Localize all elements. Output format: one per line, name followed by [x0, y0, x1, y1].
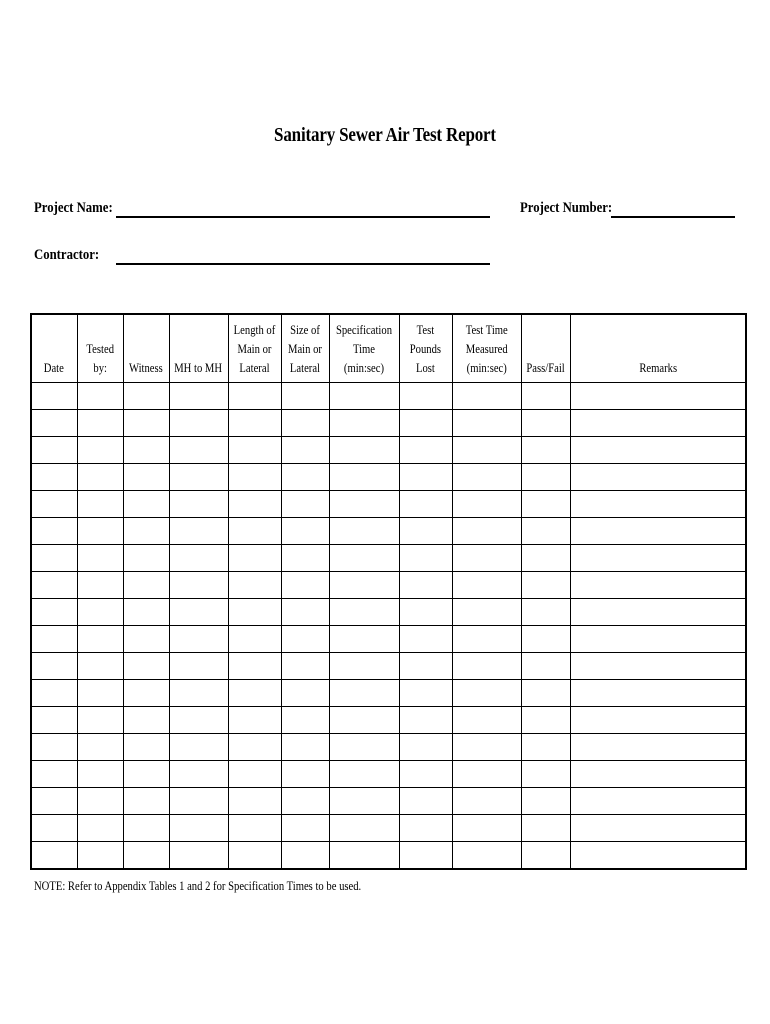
table-cell-mh-to-mh[interactable]	[169, 410, 228, 437]
table-cell-pass-fail[interactable]	[521, 626, 570, 653]
table-cell-length-of-main-or-lateral[interactable]	[228, 680, 281, 707]
table-cell-tested-by[interactable]	[77, 545, 123, 572]
table-cell-test-pounds-lost[interactable]	[399, 761, 452, 788]
table-row	[31, 437, 746, 464]
table-cell-tested-by[interactable]	[77, 518, 123, 545]
table-cell-test-time-measured[interactable]	[452, 410, 521, 437]
contractor-field[interactable]	[116, 263, 490, 265]
table-cell-test-pounds-lost[interactable]	[399, 626, 452, 653]
table-cell-size-of-main-or-lateral[interactable]	[281, 464, 329, 491]
table-cell-length-of-main-or-lateral[interactable]	[228, 572, 281, 599]
table-cell-test-pounds-lost[interactable]	[399, 545, 452, 572]
column-header-date	[31, 314, 77, 383]
table-cell-specification-time[interactable]	[329, 815, 399, 842]
table-cell-length-of-main-or-lateral[interactable]	[228, 734, 281, 761]
column-header-remarks	[570, 314, 746, 383]
table-cell-remarks[interactable]	[570, 788, 746, 815]
table-cell-remarks[interactable]	[570, 464, 746, 491]
table-row	[31, 410, 746, 437]
table-cell-test-pounds-lost[interactable]	[399, 464, 452, 491]
table-row	[31, 788, 746, 815]
table-cell-remarks[interactable]	[570, 437, 746, 464]
table-cell-specification-time[interactable]	[329, 572, 399, 599]
table-cell-length-of-main-or-lateral[interactable]	[228, 491, 281, 518]
table-cell-size-of-main-or-lateral[interactable]	[281, 545, 329, 572]
column-header-label: Tested by:	[86, 342, 114, 375]
table-cell-witness[interactable]	[123, 491, 169, 518]
column-header-pass-fail	[521, 314, 570, 383]
form-title: Sanitary Sewer Air Test Report	[274, 124, 496, 146]
table-cell-test-time-measured[interactable]	[452, 599, 521, 626]
table-cell-remarks[interactable]	[570, 653, 746, 680]
table-cell-size-of-main-or-lateral[interactable]	[281, 680, 329, 707]
table-cell-mh-to-mh[interactable]	[169, 680, 228, 707]
column-header-label: Test Time Measured (min:sec)	[465, 323, 508, 375]
table-cell-specification-time[interactable]	[329, 518, 399, 545]
table-cell-length-of-main-or-lateral[interactable]	[228, 842, 281, 870]
table-cell-tested-by[interactable]	[77, 707, 123, 734]
table-cell-remarks[interactable]	[570, 680, 746, 707]
table-cell-remarks[interactable]	[570, 815, 746, 842]
project-name-label: Project Name:	[34, 200, 113, 216]
table-cell-date[interactable]	[31, 491, 77, 518]
table-cell-test-pounds-lost[interactable]	[399, 788, 452, 815]
table-cell-test-pounds-lost[interactable]	[399, 842, 452, 870]
table-cell-test-time-measured[interactable]	[452, 572, 521, 599]
table-cell-date[interactable]	[31, 599, 77, 626]
table-cell-specification-time[interactable]	[329, 761, 399, 788]
table-cell-remarks[interactable]	[570, 572, 746, 599]
table-cell-test-time-measured[interactable]	[452, 383, 521, 410]
table-cell-specification-time[interactable]	[329, 464, 399, 491]
table-cell-test-pounds-lost[interactable]	[399, 410, 452, 437]
table-cell-tested-by[interactable]	[77, 680, 123, 707]
table-cell-test-pounds-lost[interactable]	[399, 680, 452, 707]
table-cell-test-time-measured[interactable]	[452, 491, 521, 518]
table-cell-test-pounds-lost[interactable]	[399, 707, 452, 734]
table-cell-remarks[interactable]	[570, 626, 746, 653]
table-cell-size-of-main-or-lateral[interactable]	[281, 761, 329, 788]
table-cell-date[interactable]	[31, 626, 77, 653]
table-cell-pass-fail[interactable]	[521, 707, 570, 734]
table-cell-size-of-main-or-lateral[interactable]	[281, 518, 329, 545]
table-cell-tested-by[interactable]	[77, 842, 123, 870]
table-cell-test-pounds-lost[interactable]	[399, 734, 452, 761]
table-cell-mh-to-mh[interactable]	[169, 815, 228, 842]
column-header-label: Test Pounds Lost	[409, 323, 442, 375]
table-cell-test-pounds-lost[interactable]	[399, 653, 452, 680]
table-cell-test-pounds-lost[interactable]	[399, 599, 452, 626]
table-cell-date[interactable]	[31, 842, 77, 870]
table-header-row	[31, 314, 746, 383]
table-row	[31, 518, 746, 545]
table-cell-length-of-main-or-lateral[interactable]	[228, 464, 281, 491]
table-cell-test-time-measured[interactable]	[452, 518, 521, 545]
table-cell-size-of-main-or-lateral[interactable]	[281, 383, 329, 410]
table-cell-mh-to-mh[interactable]	[169, 653, 228, 680]
table-cell-mh-to-mh[interactable]	[169, 437, 228, 464]
column-header-label: MH to MH	[174, 361, 223, 375]
table-cell-date[interactable]	[31, 383, 77, 410]
table-cell-length-of-main-or-lateral[interactable]	[228, 761, 281, 788]
table-cell-mh-to-mh[interactable]	[169, 707, 228, 734]
table-cell-tested-by[interactable]	[77, 491, 123, 518]
table-cell-specification-time[interactable]	[329, 491, 399, 518]
table-cell-mh-to-mh[interactable]	[169, 788, 228, 815]
column-header-tested-by	[77, 314, 123, 383]
table-cell-specification-time[interactable]	[329, 383, 399, 410]
table-cell-tested-by[interactable]	[77, 815, 123, 842]
table-cell-witness[interactable]	[123, 626, 169, 653]
table-cell-tested-by[interactable]	[77, 788, 123, 815]
table-cell-test-time-measured[interactable]	[452, 545, 521, 572]
table-cell-length-of-main-or-lateral[interactable]	[228, 707, 281, 734]
table-cell-specification-time[interactable]	[329, 545, 399, 572]
table-cell-mh-to-mh[interactable]	[169, 464, 228, 491]
table-cell-test-time-measured[interactable]	[452, 626, 521, 653]
table-cell-length-of-main-or-lateral[interactable]	[228, 815, 281, 842]
table-cell-length-of-main-or-lateral[interactable]	[228, 599, 281, 626]
table-cell-date[interactable]	[31, 437, 77, 464]
table-cell-size-of-main-or-lateral[interactable]	[281, 707, 329, 734]
table-cell-mh-to-mh[interactable]	[169, 599, 228, 626]
table-cell-size-of-main-or-lateral[interactable]	[281, 437, 329, 464]
column-header-label: Date	[44, 361, 65, 375]
air-test-log-table	[30, 313, 747, 870]
column-header-label: Remarks	[638, 361, 677, 375]
table-cell-pass-fail[interactable]	[521, 842, 570, 870]
table-cell-length-of-main-or-lateral[interactable]	[228, 653, 281, 680]
table-row	[31, 653, 746, 680]
table-cell-test-time-measured[interactable]	[452, 734, 521, 761]
column-header-mh-to-mh	[169, 314, 228, 383]
table-cell-mh-to-mh[interactable]	[169, 842, 228, 870]
table-cell-tested-by[interactable]	[77, 383, 123, 410]
table-cell-pass-fail[interactable]	[521, 734, 570, 761]
table-cell-tested-by[interactable]	[77, 734, 123, 761]
contractor-label: Contractor:	[34, 247, 100, 263]
table-cell-test-time-measured[interactable]	[452, 653, 521, 680]
table-cell-date[interactable]	[31, 734, 77, 761]
table-cell-witness[interactable]	[123, 599, 169, 626]
table-cell-test-time-measured[interactable]	[452, 761, 521, 788]
table-cell-witness[interactable]	[123, 572, 169, 599]
table-cell-witness[interactable]	[123, 842, 169, 870]
table-body	[31, 383, 746, 870]
table-cell-specification-time[interactable]	[329, 410, 399, 437]
table-cell-test-pounds-lost[interactable]	[399, 491, 452, 518]
table-row	[31, 572, 746, 599]
table-cell-pass-fail[interactable]	[521, 788, 570, 815]
table-cell-pass-fail[interactable]	[521, 599, 570, 626]
project-number-field[interactable]	[611, 216, 735, 218]
table-row	[31, 761, 746, 788]
table-cell-size-of-main-or-lateral[interactable]	[281, 842, 329, 870]
table-cell-test-pounds-lost[interactable]	[399, 383, 452, 410]
table-cell-remarks[interactable]	[570, 842, 746, 870]
table-cell-mh-to-mh[interactable]	[169, 734, 228, 761]
table-cell-length-of-main-or-lateral[interactable]	[228, 518, 281, 545]
table-cell-date[interactable]	[31, 815, 77, 842]
table-cell-tested-by[interactable]	[77, 626, 123, 653]
table-cell-test-pounds-lost[interactable]	[399, 815, 452, 842]
table-cell-witness[interactable]	[123, 815, 169, 842]
table-cell-pass-fail[interactable]	[521, 653, 570, 680]
table-cell-pass-fail[interactable]	[521, 410, 570, 437]
table-cell-size-of-main-or-lateral[interactable]	[281, 599, 329, 626]
table-cell-size-of-main-or-lateral[interactable]	[281, 491, 329, 518]
table-cell-tested-by[interactable]	[77, 437, 123, 464]
table-cell-specification-time[interactable]	[329, 734, 399, 761]
table-row	[31, 815, 746, 842]
table-cell-date[interactable]	[31, 518, 77, 545]
table-cell-specification-time[interactable]	[329, 707, 399, 734]
table-cell-witness[interactable]	[123, 437, 169, 464]
table-cell-remarks[interactable]	[570, 707, 746, 734]
table-cell-remarks[interactable]	[570, 491, 746, 518]
table-cell-witness[interactable]	[123, 518, 169, 545]
table-cell-remarks[interactable]	[570, 734, 746, 761]
table-row	[31, 491, 746, 518]
table-cell-specification-time[interactable]	[329, 788, 399, 815]
table-cell-date[interactable]	[31, 572, 77, 599]
table-cell-specification-time[interactable]	[329, 842, 399, 870]
table-cell-pass-fail[interactable]	[521, 464, 570, 491]
table-cell-witness[interactable]	[123, 707, 169, 734]
table-cell-mh-to-mh[interactable]	[169, 545, 228, 572]
table-cell-witness[interactable]	[123, 761, 169, 788]
table-cell-tested-by[interactable]	[77, 410, 123, 437]
table-cell-tested-by[interactable]	[77, 572, 123, 599]
table-cell-test-pounds-lost[interactable]	[399, 518, 452, 545]
table-cell-date[interactable]	[31, 653, 77, 680]
table-cell-pass-fail[interactable]	[521, 491, 570, 518]
table-cell-size-of-main-or-lateral[interactable]	[281, 572, 329, 599]
column-header-label: Specification Time (min:sec)	[335, 323, 393, 375]
table-cell-date[interactable]	[31, 761, 77, 788]
column-header-length-of-main-or-lateral	[228, 314, 281, 383]
column-header-label: Witness	[129, 361, 163, 375]
table-cell-length-of-main-or-lateral[interactable]	[228, 545, 281, 572]
table-cell-tested-by[interactable]	[77, 464, 123, 491]
table-row	[31, 734, 746, 761]
table-cell-test-time-measured[interactable]	[452, 707, 521, 734]
table-cell-date[interactable]	[31, 464, 77, 491]
specification-note: NOTE: Refer to Appendix Tables 1 and 2 for Specification Times to be used.	[34, 879, 362, 893]
table-cell-remarks[interactable]	[570, 761, 746, 788]
table-cell-mh-to-mh[interactable]	[169, 383, 228, 410]
table-cell-specification-time[interactable]	[329, 437, 399, 464]
table-cell-size-of-main-or-lateral[interactable]	[281, 653, 329, 680]
table-cell-mh-to-mh[interactable]	[169, 518, 228, 545]
table-cell-pass-fail[interactable]	[521, 761, 570, 788]
table-cell-date[interactable]	[31, 680, 77, 707]
table-cell-pass-fail[interactable]	[521, 545, 570, 572]
table-cell-length-of-main-or-lateral[interactable]	[228, 788, 281, 815]
table-cell-date[interactable]	[31, 545, 77, 572]
table-cell-size-of-main-or-lateral[interactable]	[281, 788, 329, 815]
table-cell-pass-fail[interactable]	[521, 383, 570, 410]
table-cell-length-of-main-or-lateral[interactable]	[228, 410, 281, 437]
column-header-label: Length of Main or Lateral	[233, 323, 276, 375]
column-header-specification-time	[329, 314, 399, 383]
table-row	[31, 707, 746, 734]
project-number-label: Project Number:	[520, 200, 613, 216]
table-cell-specification-time[interactable]	[329, 680, 399, 707]
table-cell-test-time-measured[interactable]	[452, 788, 521, 815]
table-cell-specification-time[interactable]	[329, 653, 399, 680]
table-cell-remarks[interactable]	[570, 518, 746, 545]
table-cell-pass-fail[interactable]	[521, 815, 570, 842]
table-cell-date[interactable]	[31, 707, 77, 734]
table-cell-remarks[interactable]	[570, 599, 746, 626]
table-cell-witness[interactable]	[123, 680, 169, 707]
table-cell-mh-to-mh[interactable]	[169, 626, 228, 653]
table-cell-witness[interactable]	[123, 383, 169, 410]
table-cell-pass-fail[interactable]	[521, 518, 570, 545]
table-cell-pass-fail[interactable]	[521, 437, 570, 464]
table-cell-test-time-measured[interactable]	[452, 842, 521, 870]
table-cell-length-of-main-or-lateral[interactable]	[228, 383, 281, 410]
table-cell-test-time-measured[interactable]	[452, 815, 521, 842]
table-cell-date[interactable]	[31, 410, 77, 437]
project-name-field[interactable]	[116, 216, 490, 218]
table-cell-witness[interactable]	[123, 410, 169, 437]
table-cell-date[interactable]	[31, 788, 77, 815]
table-cell-test-pounds-lost[interactable]	[399, 572, 452, 599]
table-cell-tested-by[interactable]	[77, 599, 123, 626]
column-header-witness	[123, 314, 169, 383]
table-cell-tested-by[interactable]	[77, 653, 123, 680]
table-cell-tested-by[interactable]	[77, 761, 123, 788]
table-cell-witness[interactable]	[123, 653, 169, 680]
table-cell-witness[interactable]	[123, 734, 169, 761]
table-row	[31, 464, 746, 491]
table-cell-witness[interactable]	[123, 464, 169, 491]
table-cell-remarks[interactable]	[570, 383, 746, 410]
table-cell-remarks[interactable]	[570, 545, 746, 572]
table-cell-pass-fail[interactable]	[521, 680, 570, 707]
table-row	[31, 545, 746, 572]
table-cell-size-of-main-or-lateral[interactable]	[281, 626, 329, 653]
table-cell-mh-to-mh[interactable]	[169, 572, 228, 599]
table-cell-specification-time[interactable]	[329, 626, 399, 653]
column-header-test-time-measured	[452, 314, 521, 383]
table-cell-specification-time[interactable]	[329, 599, 399, 626]
table-cell-mh-to-mh[interactable]	[169, 761, 228, 788]
column-header-test-pounds-lost	[399, 314, 452, 383]
column-header-label: Size of Main or Lateral	[288, 323, 322, 375]
table-cell-length-of-main-or-lateral[interactable]	[228, 437, 281, 464]
table-cell-size-of-main-or-lateral[interactable]	[281, 815, 329, 842]
table-cell-test-time-measured[interactable]	[452, 464, 521, 491]
table-cell-witness[interactable]	[123, 788, 169, 815]
table-cell-test-time-measured[interactable]	[452, 437, 521, 464]
column-header-label: Pass/Fail	[526, 361, 565, 375]
table-row	[31, 383, 746, 410]
table-row	[31, 599, 746, 626]
table-cell-witness[interactable]	[123, 545, 169, 572]
table-cell-test-time-measured[interactable]	[452, 680, 521, 707]
table-cell-test-pounds-lost[interactable]	[399, 437, 452, 464]
table-cell-length-of-main-or-lateral[interactable]	[228, 626, 281, 653]
table-row	[31, 626, 746, 653]
table-row	[31, 842, 746, 870]
table-cell-mh-to-mh[interactable]	[169, 491, 228, 518]
table-cell-size-of-main-or-lateral[interactable]	[281, 734, 329, 761]
table-cell-size-of-main-or-lateral[interactable]	[281, 410, 329, 437]
table-cell-remarks[interactable]	[570, 410, 746, 437]
table-cell-pass-fail[interactable]	[521, 572, 570, 599]
column-header-size-of-main-or-lateral	[281, 314, 329, 383]
table-row	[31, 680, 746, 707]
